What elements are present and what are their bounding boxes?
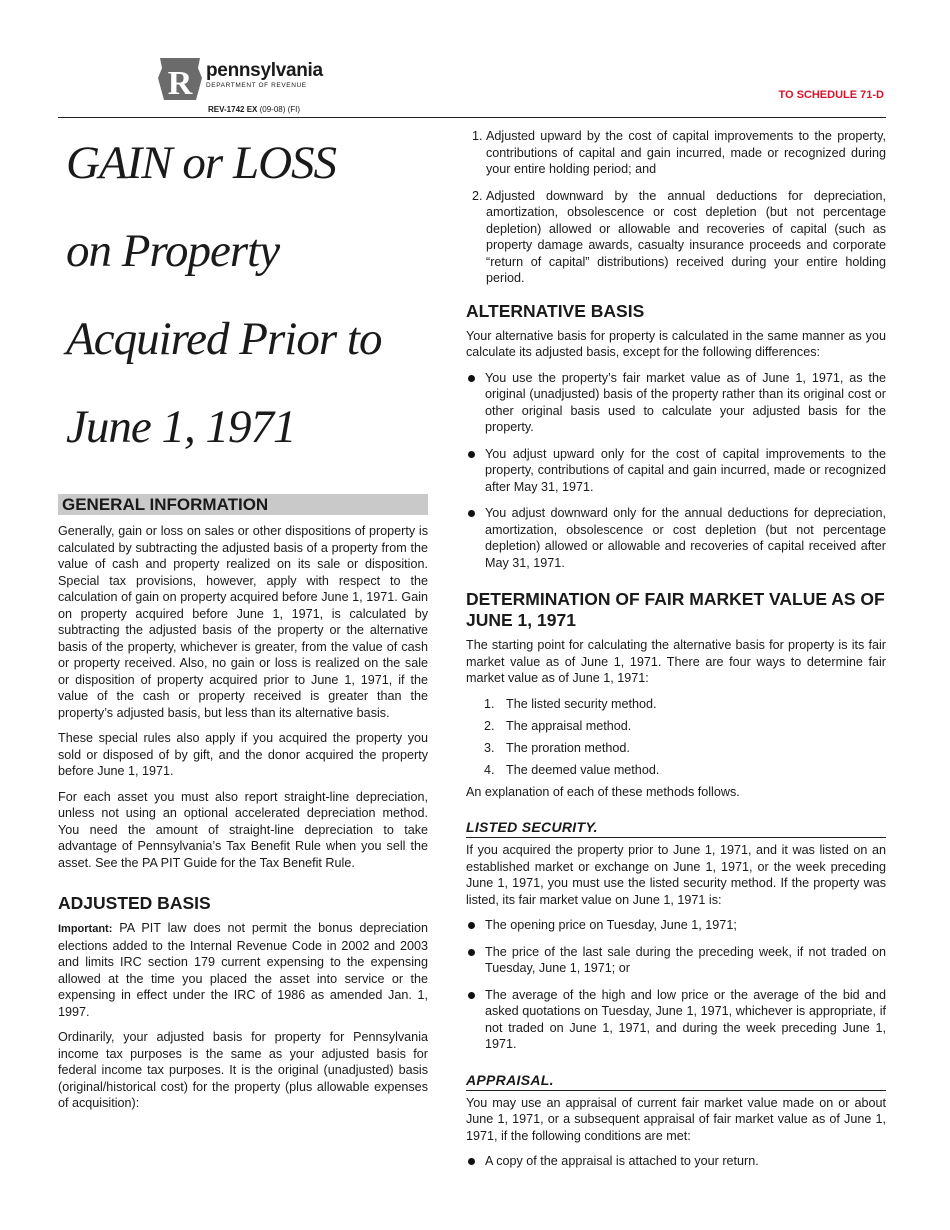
list-item: 2. The appraisal method. — [484, 718, 632, 733]
general-information-heading: GENERAL INFORMATION — [58, 494, 428, 515]
form-number: REV-1742 EX (09-08) (FI) — [208, 105, 301, 114]
title-line: Acquired Prior to — [66, 313, 382, 365]
methods-list — [466, 696, 886, 779]
list-item: 3. The proration method. — [484, 740, 630, 755]
title-line: June 1, 1971 — [66, 401, 296, 453]
general-paragraph: For each asset you must also report straight-line depreciation, unless not using an optional accelerated depreciation method. You need the amount of straight-line depreciation to take advantage of Pennsylvania’s Tax Benefit Rule when you sell the asset. See the PA PIT Guide for the Tax Benefit Rule. — [58, 789, 428, 870]
right-column — [466, 128, 886, 1180]
appraisal-intro: You may use an appraisal of current fair market value made on or about June 1, 1971, or a subsequent appraisal of fair market value as of June 1, 1971, if the following conditions are met: — [466, 1095, 886, 1143]
list-item: 1. Adjusted upward by the cost of capital improvements to the property, contributions of capital and gain incurred, made or recognized during your entire holding period; and — [486, 128, 886, 178]
list-item: You use the property’s fair market value as of June 1, 1971, as the original (unadjusted) basis of the property rather than its original cost or other original basis used to calculate your adjusted basis for the property. — [466, 370, 886, 436]
general-paragraph: Generally, gain or loss on sales or other dispositions of property is calculated by subtracting the adjusted basis of a property from the value of cash and property realized on its sale or disposition. Special tax provisions, however, apply with respect to the calculation of gain on property acquired before June 1, 1971. Gain on property acquired before June 1, 1971, is calculated by subtracting the adjusted basis of the property or the alternative basis of the property, whichever is greater, from the value of cash or property received. Also, no gain or loss is realized on the sale or disposition of property acquired prior to June 1, 1971, if the value of the cash or property received is greater than the property’s adjusted basis, but less than its alternative basis. — [58, 524, 428, 720]
header-divider — [58, 117, 886, 118]
left-column — [58, 128, 428, 1121]
title-line: GAIN or LOSS — [66, 137, 337, 189]
listed-security-intro: If you acquired the property prior to June 1, 1971, and it was listed on an established market or exchange on June 1, 1971, or the week preceding June 1, 1971, you must use the listed security method. If the property was listed, its fair market value on June 1, 1971 is: — [466, 843, 886, 907]
alternative-basis-intro: Your alternative basis for property is calculated in the same manner as you calculate its adjusted basis, except for the following differences: — [466, 328, 886, 359]
list-item: A copy of the appraisal is attached to your return. — [466, 1153, 886, 1170]
general-paragraph: These special rules also apply if you acquired the property you sold or disposed of by gift, and the donor acquired the property before June 1, 1971. — [58, 731, 428, 778]
appraisal-heading: APPRAISAL. — [466, 1071, 886, 1091]
alternative-basis-bullets — [466, 370, 886, 572]
methods-outro: An explanation of each of these methods follows. — [466, 784, 740, 799]
listed-security-bullets — [466, 917, 886, 1053]
adjusted-basis-heading: ADJUSTED BASIS — [58, 893, 211, 913]
fair-market-value-heading: DETERMINATION OF FAIR MARKET VALUE AS OF JUNE 1, 1971 — [466, 589, 885, 630]
keystone-logo — [158, 56, 202, 107]
logo-letter: R — [167, 65, 193, 102]
agency-logotype — [206, 60, 323, 90]
list-item: The average of the high and low price or the average of the bid and asked quotations on Tuesday, June 1, 1971, whichever is appropriate, if not traded on June 1, 1971, and during the week preceding June 1, 1971. — [466, 987, 886, 1053]
important-note: Important: PA PIT law does not permit the bonus depreciation elections added to the Internal Revenue Code in 2002 and 2003 and limits IRC section 179 current expensing to the expensing allowed at the time you placed the asset into service or the expensing in effect under the IRC of 1986 as amended Jan. 1, 1997. — [58, 921, 428, 1019]
list-item: 4. The deemed value method. — [484, 762, 660, 777]
fair-market-value-intro: The starting point for calculating the alternative basis for property is its fair market value as of June 1, 1971. There are four ways to determine fair market value as of June 1, 1971: — [466, 638, 886, 685]
title-line: on Property — [66, 225, 280, 277]
list-item: 1. The listed security method. — [484, 696, 657, 711]
listed-security-heading: LISTED SECURITY. — [466, 818, 886, 838]
schedule-reference: TO SCHEDULE 71-D — [778, 89, 884, 101]
agency-department: DEPARTMENT OF REVENUE — [206, 82, 307, 89]
adjusted-basis-paragraph: Ordinarily, your adjusted basis for property for Pennsylvania income tax purposes is the same as your adjusted basis for federal income tax purposes. It is the original (unadjusted) basis (original/historical cost) for the property (plus allowable expenses of acquisition): — [58, 1030, 428, 1110]
adjustment-list — [466, 128, 886, 287]
list-item: You adjust upward only for the cost of capital improvements to the property, contributions of capital and gain incurred, made or recognized after May 31, 1971. — [466, 446, 886, 496]
list-item: 2. Adjusted downward by the annual deductions for depreciation, amortization, obsolescence or cost depletion (but not percentage depletion) allowed or allowable and recoveries of capital (such as property damage awards, casualty insurance proceeds and corporate “return of capital” distributions) received during your entire holding period. — [486, 188, 886, 287]
list-item: The opening price on Tuesday, June 1, 1971; — [466, 917, 886, 934]
agency-name: pennsylvania — [206, 60, 323, 81]
list-item: You adjust downward only for the annual deductions for depreciation, amortization, obsolescence or cost depletion (but not percentage depletion) allowed or allowable and recoveries of capital received after May 31, 1971. — [466, 505, 886, 571]
list-item: The price of the last sale during the preceding week, if not traded on Tuesday, June 1, 1971; or — [466, 944, 886, 977]
important-label: Important: — [58, 923, 113, 935]
page-title — [58, 130, 428, 482]
alternative-basis-heading: ALTERNATIVE BASIS — [466, 300, 645, 321]
appraisal-bullets — [466, 1153, 886, 1170]
